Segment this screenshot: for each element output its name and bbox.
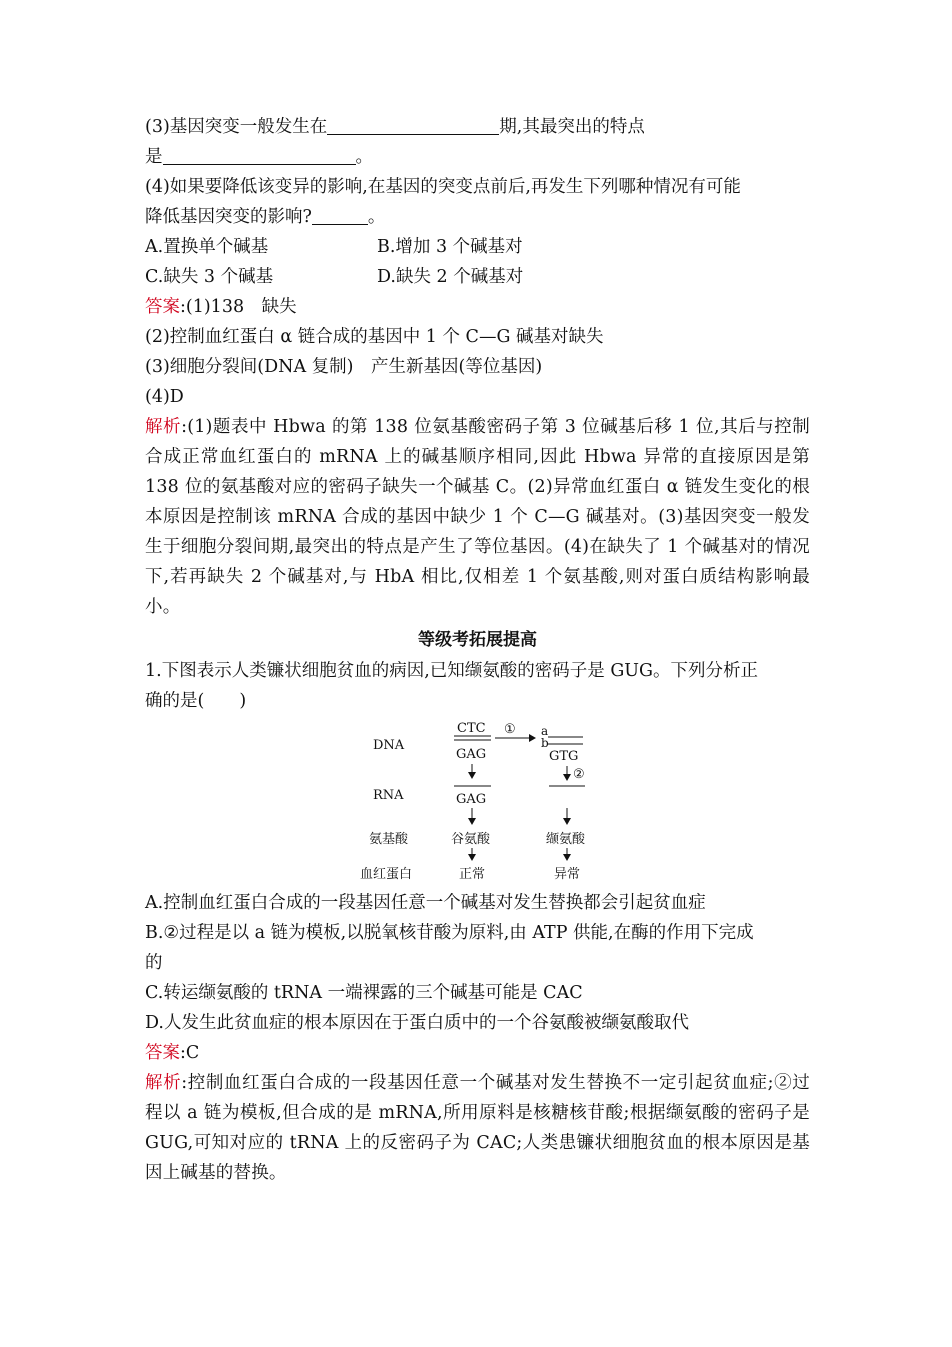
document-page [145, 112, 810, 1188]
answer1-label: 答案 [145, 297, 180, 317]
explanation1-text: :(1)题表中 Hbwa 的第 138 位氨基酸密码子第 3 位碱基后移 1 位,其后与控制合成正常血红蛋白的 mRNA 上的碱基顺序相同,因此 Hbwa 异常的直接原因是第 138 位的氨基酸对应的密码子缺失一个碱基 C。(2)异常血红蛋白 α 链发生变化的根本原因是控制该 mRNA 合成的基因中缺少 1 个 C—G 碱基对。(3)基因突变一般发生于细胞分裂间期,最突出的特点是产生了等位基因。(4)在缺失了 1 个碱基对的情况下,若再缺失 2 个碱基对,与 HbA 相比,仅相差 1 个氨基酸,则对蛋白质结构影响最小。 [145, 417, 810, 617]
q4-option-d: D.缺失 2 个碱基对 [377, 267, 524, 287]
q4-line-1: (4)如果要降低该变异的影响,在基因的突变点前后,再发生下列哪种情况有可能 [145, 177, 741, 197]
question1-stem-line-1: 1.下图表示人类镰状细胞贫血的病因,已知缬氨酸的密码子是 GUG。下列分析正 [145, 661, 759, 681]
explanation2 [145, 1068, 810, 1188]
q3-blank-1 [327, 115, 499, 135]
amino-acid-normal: 谷氨酸 [451, 832, 491, 847]
section-title: 等级考拓展提高 [418, 630, 537, 650]
dna-top-strand: CTC [457, 721, 486, 736]
question1-stem-line-2: 确的是( ) [145, 691, 247, 711]
question1-option-d: D.人发生此贫血症的根本原因在于蛋白质中的一个谷氨酸被缬氨酸取代 [145, 1013, 689, 1033]
q4-option-a: A.置换单个碱基 [145, 237, 269, 257]
amino-acid-mutant: 缬氨酸 [546, 832, 586, 847]
q4-line-2 [145, 202, 810, 232]
explanation2-text: :控制血红蛋白合成的一段基因任意一个碱基对发生替换不一定引起贫血症;②过程以 a 链为模板,但合成的是 mRNA,所用原料是核糖核苷酸;根据缬氨酸的密码子是 GUG,可知对应的 tRNA 上的反密码子为 CAC;人类患镰状细胞贫血的根本原因是基因上碱基的替换。 [145, 1073, 810, 1183]
question1-option-c: C.转运缬氨酸的 tRNA 一端裸露的三个碱基可能是 CAC [145, 983, 583, 1003]
q4-options-row-1 [145, 232, 810, 262]
question1-option-a: A.控制血红蛋白合成的一段基因任意一个碱基对发生替换都会引起贫血症 [145, 893, 706, 913]
q4-text-a: 降低基因突变的影响? [145, 207, 312, 227]
q4-option-c: C.缺失 3 个碱基 [145, 267, 274, 287]
question1-option-b: B.②过程是以 a 链为模板,以脱氧核苷酸为原料,由 ATP 供能,在酶的作用下完成 [145, 923, 754, 943]
protein-normal: 正常 [459, 867, 486, 882]
q3-text-c: 是 [145, 147, 163, 167]
explanation1-label: 解析 [145, 417, 182, 437]
rna-normal: GAG [456, 792, 487, 807]
step1-label: ① [504, 722, 516, 737]
q3-text-a: (3)基因突变一般发生在 [145, 117, 328, 137]
answer1-line-1 [145, 292, 810, 322]
q3-text-b: 期,其最突出的特点 [499, 117, 645, 137]
protein-mutant: 异常 [554, 867, 581, 882]
sickle-cell-diagram [145, 716, 810, 888]
q3-blank-2 [163, 145, 356, 165]
label-dna: DNA [373, 738, 405, 753]
answer1-text-1: :(1)138 缺失 [180, 297, 297, 317]
q4-blank [312, 205, 368, 225]
dna-bottom-strand: GAG [456, 747, 487, 762]
answer2-label: 答案 [145, 1043, 180, 1063]
label-amino-acid: 氨基酸 [369, 832, 409, 847]
mutant-dna-strand: GTG [549, 749, 579, 764]
answer1-line-3: (3)细胞分裂间(DNA 复制) 产生新基因(等位基因) [145, 357, 543, 377]
q4-options-row-2 [145, 262, 810, 292]
answer2-line [145, 1038, 810, 1068]
q3-line-1 [145, 112, 810, 142]
label-rna: RNA [373, 788, 404, 803]
q3-text-d: 。 [355, 147, 373, 167]
q4-option-b: B.增加 3 个碱基对 [377, 237, 523, 257]
strand-a-label: a [541, 724, 549, 738]
answer2-text: :C [180, 1043, 200, 1063]
answer1-line-4: (4)D [145, 387, 184, 407]
question1-option-b-cont: 的 [145, 953, 163, 973]
step2-label: ② [573, 767, 585, 782]
label-hemoglobin: 血红蛋白 [360, 867, 413, 882]
q4-text-b: 。 [367, 207, 386, 227]
answer1-line-2: (2)控制血红蛋白 α 链合成的基因中 1 个 C—G 碱基对缺失 [145, 327, 604, 347]
strand-b-label: b [541, 736, 549, 750]
explanation2-label: 解析 [145, 1073, 182, 1093]
explanation1 [145, 412, 810, 622]
diagram-svg [145, 716, 810, 888]
q3-line-2 [145, 142, 810, 172]
